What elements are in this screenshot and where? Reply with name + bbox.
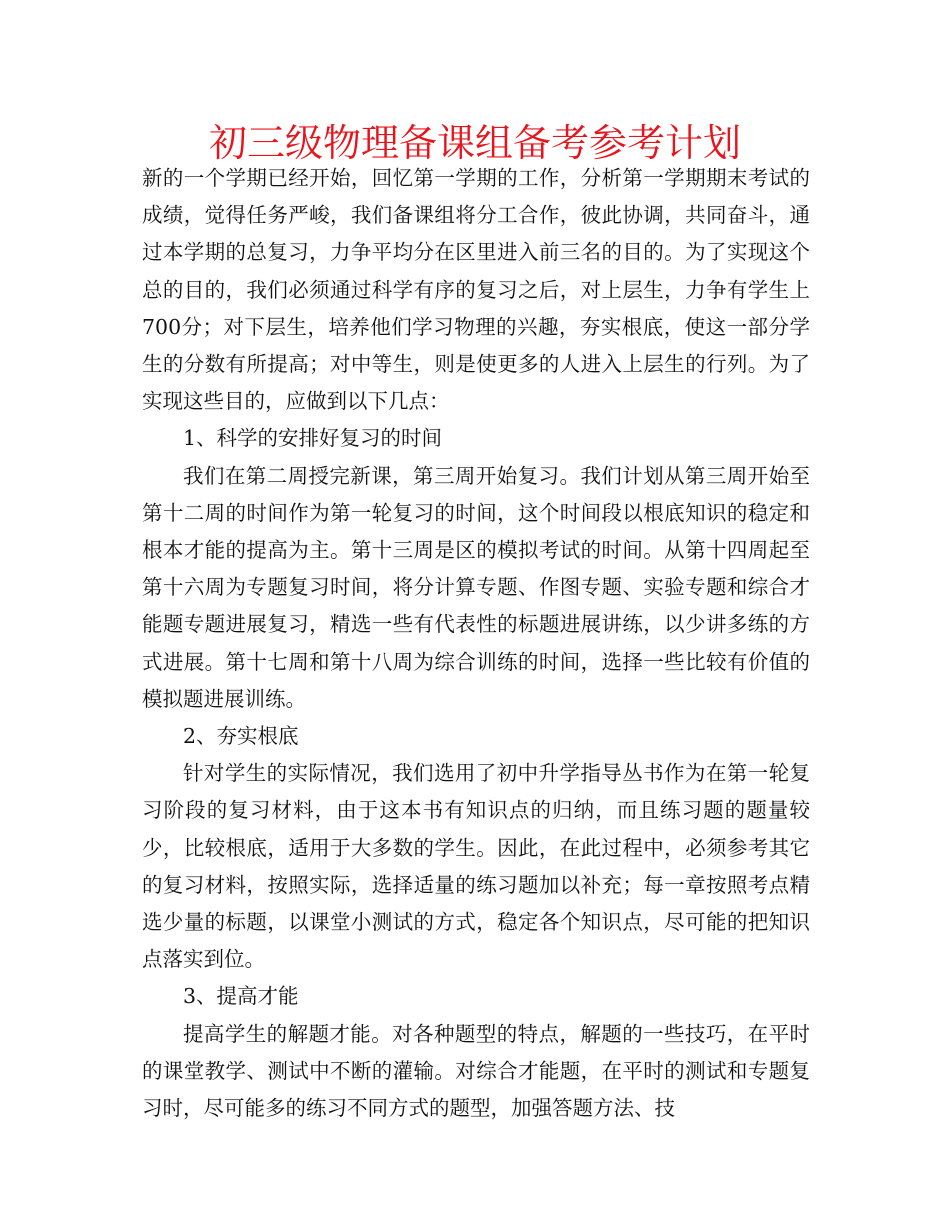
- document-title: 初三级物理备课组备考参考计划: [208, 121, 741, 165]
- section-heading-1: 1、科学的安排好复习的时间: [183, 426, 443, 451]
- paragraph-section-2: 针对学生的实际情况，我们选用了初中升学指导丛书作为在第一轮复习阶段的复习材料，由于这本书有知识点的归纳，而且练习题的题量较少，比较根底，适用于大多数的学生。因此，在此过程中，必须参考其它的复习材料，按照实际，选择适量的练习题加以补充；每一章按照考点精选少量的标题，以课堂小测试的方式，稳定各个知识点，尽可能的把知识点落实到位。: [142, 761, 810, 972]
- section-heading-3: 3、提高才能: [183, 984, 299, 1009]
- document-body: [142, 160, 810, 1127]
- paragraph-intro: 新的一个学期已经开始，回忆第一学期的工作，分析第一学期期末考试的成绩，觉得任务严峻，我们备课组将分工合作，彼此协调，共同奋斗，通过本学期的总复习，力争平均分在区里进入前三名的目的。为了实现这个总的目的，我们必须通过科学有序的复习之后，对上层生，力争有学生上700分；对下层生，培养他们学习物理的兴趣，夯实根底，使这一部分学生的分数有所提高；对中等生，则是使更多的人进入上层生的行列。为了实现这些目的，应做到以下几点：: [142, 166, 810, 414]
- paragraph-section-3: 提高学生的解题才能。对各种题型的特点，解题的一些技巧，在平时的课堂教学、测试中不断的灌输。对综合才能题，在平时的测试和专题复习时，尽可能多的练习不同方式的题型，加强答题方法、技: [142, 1021, 810, 1121]
- paragraph-section-1: 我们在第二周授完新课，第三周开始复习。我们计划从第三周开始至第十二周的时间作为第一轮复习的时间，这个时间段以根底知识的稳定和根本才能的提高为主。第十三周是区的模拟考试的时间。从第十四周起至第十六周为专题复习时间，将分计算专题、作图专题、实验专题和综合才能题专题进展复习，精选一些有代表性的标题进展讲练，以少讲多练的方式进展。第十七周和第十八周为综合训练的时间，选择一些比较有价值的模拟题进展训练。: [142, 463, 810, 711]
- section-heading-2: 2、夯实根底: [183, 724, 299, 749]
